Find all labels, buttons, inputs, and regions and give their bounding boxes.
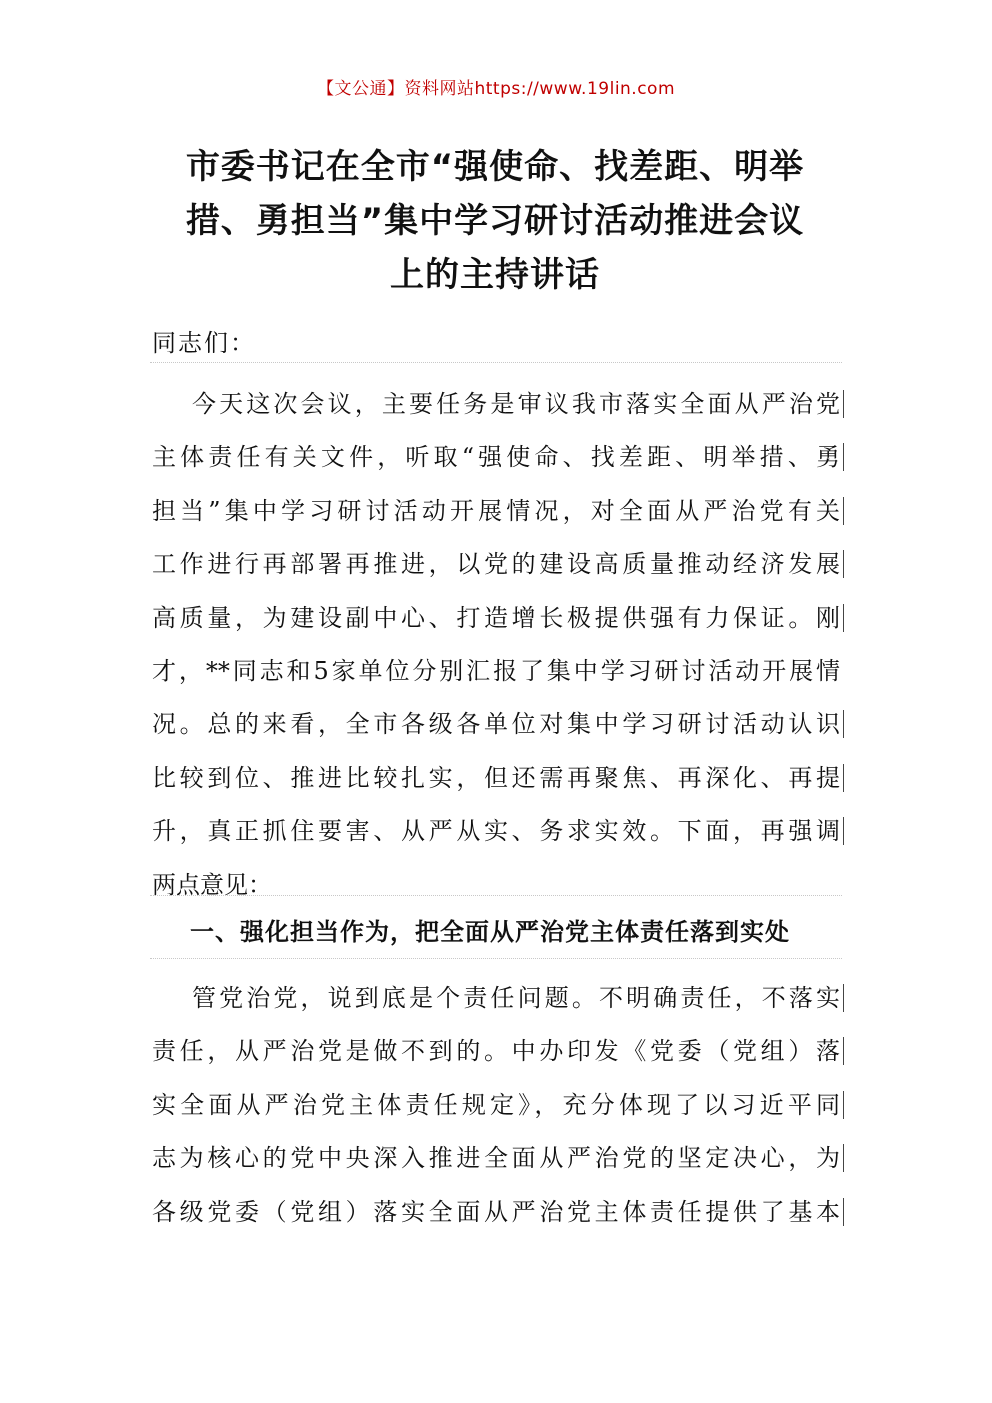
line-marker bbox=[843, 443, 844, 471]
section-heading: 一、强化担当作为，把全面从严治党主体责任落到实处 bbox=[190, 918, 790, 946]
title-line: 市委书记在全市“强使命、找差距、明举 bbox=[185, 147, 805, 187]
salutation: 同志们： bbox=[152, 329, 256, 357]
paragraph-line: 升，真正抓住要害、从严从实、务求实效。下面，再强调 bbox=[152, 805, 840, 858]
title-line: 上的主持讲话 bbox=[390, 255, 600, 295]
paragraph-line: 担当”集中学习研讨活动开展情况，对全面从严治党有关 bbox=[152, 485, 840, 538]
paragraph-line: 实全面从严治党主体责任规定》，充分体现了以习近平同 bbox=[152, 1079, 840, 1132]
line-marker bbox=[843, 550, 844, 578]
line-marker bbox=[843, 497, 844, 525]
paragraph-line: 高质量，为建设副中心、打造增长极提供强有力保证。刚 bbox=[152, 592, 840, 645]
paragraph-line: 各级党委（党组）落实全面从严治党主体责任提供了基本 bbox=[152, 1186, 840, 1239]
line-marker bbox=[843, 1144, 844, 1172]
paragraph-line: 两点意见： bbox=[152, 870, 272, 899]
intro-paragraph bbox=[152, 378, 840, 912]
divider bbox=[150, 362, 842, 363]
paragraph-line: 主体责任有关文件，听取“强使命、找差距、明举措、勇 bbox=[152, 431, 840, 484]
divider bbox=[150, 895, 842, 896]
document-title bbox=[150, 140, 840, 302]
paragraph-line: 责任，从严治党是做不到的。中办印发《党委（党组）落 bbox=[152, 1025, 840, 1078]
line-marker bbox=[843, 1198, 844, 1226]
line-marker bbox=[843, 984, 844, 1012]
paragraph-line: 工作进行再部署再推进，以党的建设高质量推动经济发展 bbox=[152, 538, 840, 591]
line-marker bbox=[843, 710, 844, 738]
paragraph-line: 今天这次会议，主要任务是审议我市落实全面从严治党 bbox=[152, 378, 840, 431]
title-line: 措、勇担当”集中学习研讨活动推进会议 bbox=[185, 201, 805, 241]
paragraph-line: 志为核心的党中央深入推进全面从严治党的坚定决心，为 bbox=[152, 1132, 840, 1185]
divider bbox=[150, 958, 842, 959]
line-marker bbox=[843, 390, 844, 418]
section-paragraph bbox=[152, 972, 840, 1239]
line-marker bbox=[843, 764, 844, 792]
paragraph-line: 管党治党，说到底是个责任问题。不明确责任，不落实 bbox=[152, 972, 840, 1025]
line-marker bbox=[843, 1037, 844, 1065]
paragraph-line: 才，**同志和5家单位分别汇报了集中学习研讨活动开展情 bbox=[152, 656, 840, 685]
line-marker bbox=[843, 817, 844, 845]
paragraph-line: 况。总的来看，全市各级各单位对集中学习研讨活动认识 bbox=[152, 698, 840, 751]
site-header-banner: 【文公通】资料网站https://www.19lin.com bbox=[316, 79, 676, 99]
line-marker bbox=[843, 604, 844, 632]
line-marker bbox=[843, 1091, 844, 1119]
paragraph-line: 比较到位、推进比较扎实，但还需再聚焦、再深化、再提 bbox=[152, 752, 840, 805]
